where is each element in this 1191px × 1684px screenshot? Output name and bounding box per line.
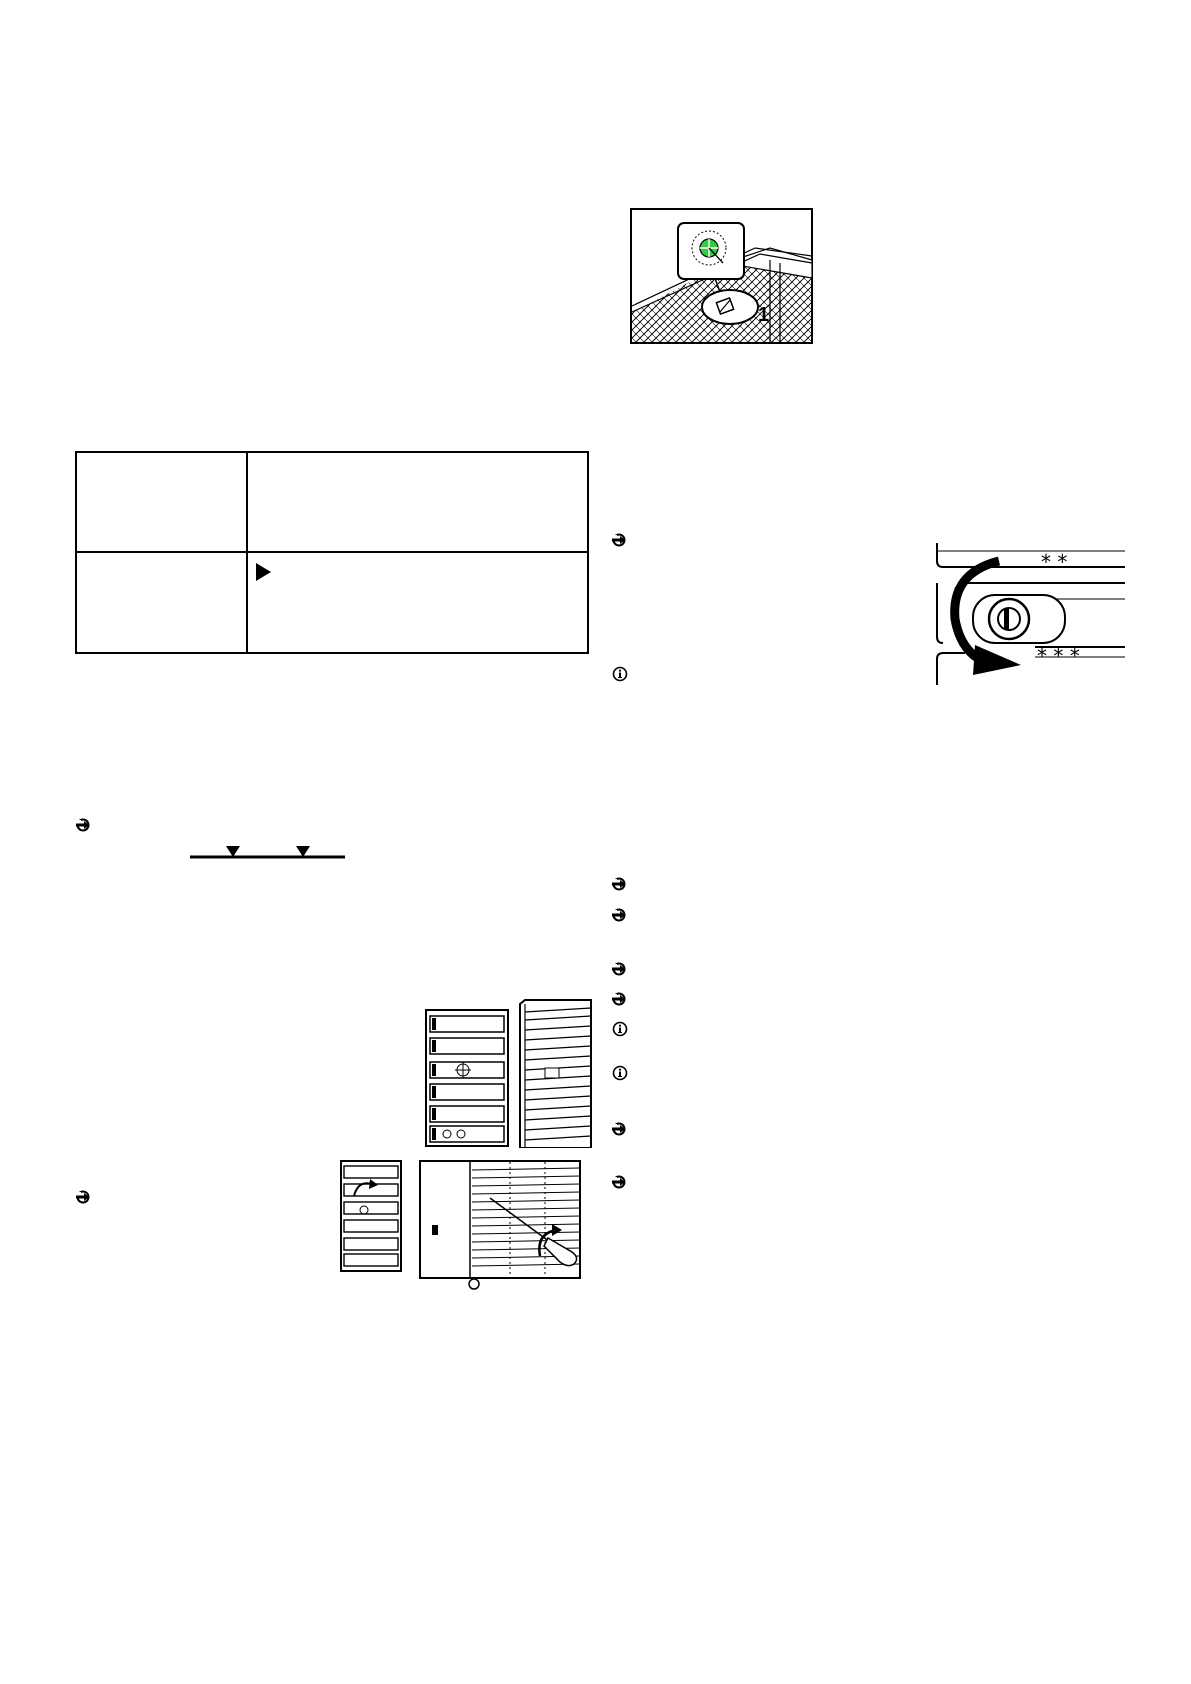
drawers-figure (425, 998, 593, 1148)
arrow-right-circle-icon (612, 877, 626, 891)
arrow-right-circle-icon (612, 962, 626, 976)
screwdriver-figure (340, 1160, 593, 1292)
arrow-right-circle-icon (612, 1122, 626, 1136)
level-marker-2-icon (296, 846, 310, 857)
arrow-right-circle-icon (612, 1175, 626, 1189)
info-circle-icon (612, 1021, 628, 1037)
arrow-right-circle-icon (76, 818, 90, 832)
figure-label-1: 1 (758, 304, 770, 326)
arrow-right-circle-icon (612, 533, 626, 547)
table-divider-horizontal (77, 551, 587, 553)
arrow-right-circle-icon (76, 1190, 90, 1204)
arrow-right-circle-icon (612, 908, 626, 922)
two-star-label: * * (1041, 550, 1068, 574)
three-star-label: * * * (1037, 644, 1080, 668)
arrow-right-circle-icon (612, 992, 626, 1006)
level-marker-1-icon (226, 846, 240, 857)
level-indicator-figure (190, 840, 345, 860)
info-circle-icon (612, 666, 628, 682)
info-table (75, 451, 589, 654)
info-circle-icon (612, 1065, 628, 1081)
knob-figure (925, 541, 1125, 685)
thermostat-figure (630, 208, 813, 344)
triangle-marker-icon (256, 563, 271, 581)
